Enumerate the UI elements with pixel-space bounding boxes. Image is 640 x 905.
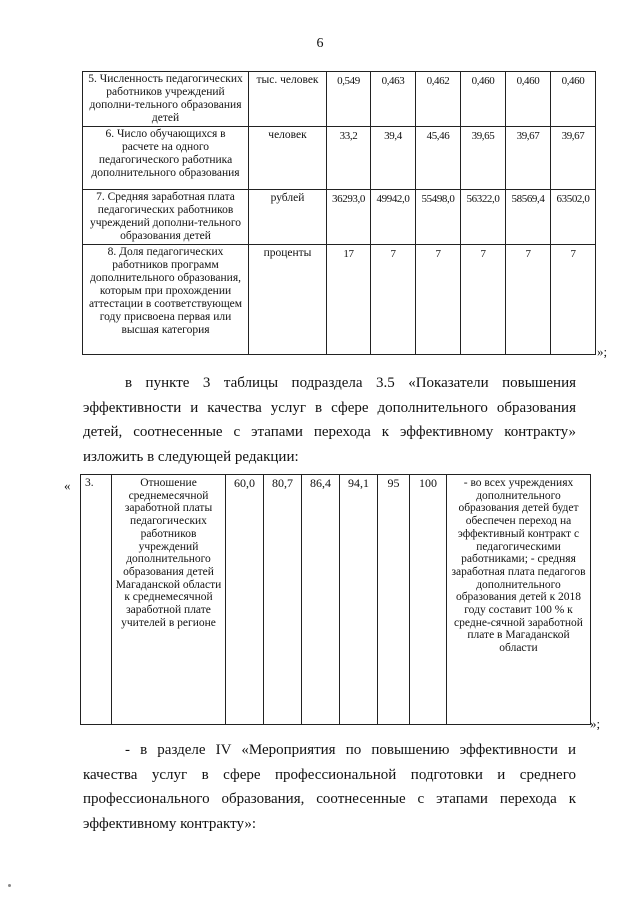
value-cell: 63502,0 [551,190,596,245]
value-cell: 0,460 [461,72,506,127]
value-cell: 7 [371,245,416,355]
value-cell: 7 [506,245,551,355]
unit-cell: тыс. человек [249,72,327,127]
value-cell: 7 [416,245,461,355]
indicator-name: 8. Доля педагогических работников программ дополнительного образования, которым при прохождении аттестации в соответствующем году присвоена первая или высшая категория [83,245,249,355]
unit-cell: рублей [249,190,327,245]
indicators-table [82,71,596,355]
section-text: - в разделе IV «Мероприятия по повышению эффективности и качества услуг в сфере профессиональной подготовки и среднего профессионального образования, соотнесенные с этапами перехода к эффективному контракту»: [83,742,576,832]
scan-mark [8,884,11,887]
value-cell: 0,462 [416,72,461,127]
note-cell: - во всех учреждениях дополнительного образования детей будет обеспечен переход на эффективный контракт с педагогическими работниками; - средняя заработная плата педагогов дополнительного образования детей к 2018 году составит 100 % к средне-сячной заработной плате в Магаданской области [447,475,591,725]
unit-cell: человек [249,127,327,190]
value-cell: 60,0 [226,475,264,725]
value-cell: 86,4 [302,475,340,725]
value-cell: 0,460 [506,72,551,127]
table-row [83,72,596,127]
unit-cell: проценты [249,245,327,355]
value-cell: 94,1 [340,475,378,725]
table-row [81,475,591,725]
value-cell: 80,7 [264,475,302,725]
value-cell: 39,65 [461,127,506,190]
value-cell: 7 [551,245,596,355]
value-cell: 17 [327,245,371,355]
value-cell: 56322,0 [461,190,506,245]
table-row [83,190,596,245]
amendment-paragraph [83,371,576,469]
value-cell: 0,549 [327,72,371,127]
value-cell: 39,4 [371,127,416,190]
value-cell: 58569,4 [506,190,551,245]
value-cell: 95 [378,475,410,725]
value-cell: 100 [410,475,447,725]
table-row [83,127,596,190]
indicator-name: 6. Число обучающихся в расчете на одного педагогического работника дополнительного образования [83,127,249,190]
table-closing-quote: »; [590,716,601,731]
value-cell: 0,460 [551,72,596,127]
table-row [83,245,596,355]
value-cell: 45,46 [416,127,461,190]
value-cell: 49942,0 [371,190,416,245]
indicator-name: 5. Численность педагогических работников учреждений дополни-тельного образования детей [83,72,249,127]
value-cell: 0,463 [371,72,416,127]
section-paragraph [83,738,576,836]
table-opening-quote: « [64,478,71,493]
value-cell: 39,67 [506,127,551,190]
row-number: 3. [81,475,112,725]
amendment-text: в пункте 3 таблицы подраздела 3.5 «Показатели повышения эффективности и качества услуг в сфере дополнительного образования детей, соотнесенные с этапами перехода к эффективному контракту» изложить в следующей редакции: [83,375,576,465]
indicator-name: 7. Средняя заработная плата педагогических работников учреждений дополни-тельного образования детей [83,190,249,245]
value-cell: 7 [461,245,506,355]
value-cell: 55498,0 [416,190,461,245]
table-closing-quote: »; [597,344,608,359]
value-cell: 33,2 [327,127,371,190]
replacement-table [80,474,591,725]
page-number: 6 [316,36,324,51]
value-cell: 36293,0 [327,190,371,245]
indicator-name: Отношение среднемесячной заработной платы педагогических работников учреждений дополнительного образования детей Магаданской области к среднемесячной заработной плате учителей в регионе [112,475,226,725]
value-cell: 39,67 [551,127,596,190]
